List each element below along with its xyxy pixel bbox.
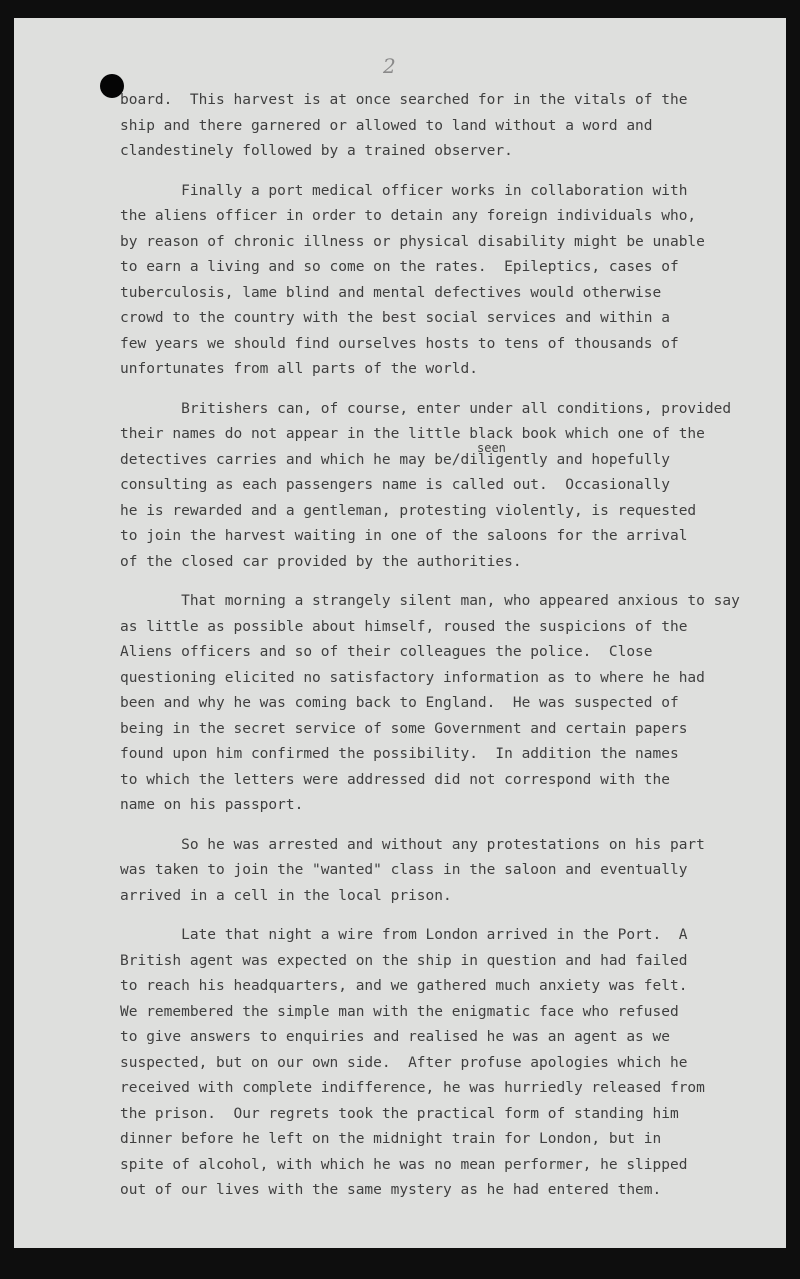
text-line: So he was arrested and without any protestations on his part bbox=[120, 836, 705, 853]
text-line: to which the letters were addressed did not correspond with the bbox=[120, 771, 670, 788]
text-line: Aliens officers and so of their colleagues the police. Close bbox=[120, 644, 653, 660]
text-line: spite of alcohol, with which he was no mean performer, he slipped bbox=[120, 1156, 688, 1173]
text-line: tuberculosis, lame blind and mental defectives would otherwise bbox=[120, 284, 662, 301]
text-line: been and why he was coming back to England. He was suspected of bbox=[120, 695, 679, 711]
text-line: to reach his headquarters, and we gathered much anxiety was felt. bbox=[120, 978, 688, 994]
text-line: found upon him confirmed the possibility. In addition the names bbox=[120, 746, 679, 762]
text-line: to give answers to enquiries and realised he was an agent as we bbox=[120, 1029, 670, 1045]
paragraph-4 bbox=[120, 589, 768, 819]
text-line: as little as possible about himself, roused the suspicions of the bbox=[120, 618, 688, 635]
text-line: detectives carries and which he may be/diligently and hopefully bbox=[120, 451, 670, 468]
paragraph-1 bbox=[120, 88, 768, 165]
text-line: being in the secret service of some Government and certain papers bbox=[120, 720, 688, 737]
text-line: We remembered the simple man with the enigmatic face who refused bbox=[120, 1003, 679, 1020]
text-line: board. This harvest is at once searched for in the vitals of the bbox=[120, 92, 688, 108]
text-line: ship and there garnered or allowed to land without a word and bbox=[120, 117, 653, 134]
text-line: to join the harvest waiting in one of the saloons for the arrival bbox=[120, 528, 688, 544]
text-line: was taken to join the "wanted" class in the saloon and eventually bbox=[120, 862, 688, 878]
text-line: Britishers can, of course, enter under all conditions, provided bbox=[120, 400, 732, 417]
text-line: British agent was expected on the ship in question and had failed bbox=[120, 952, 688, 969]
text-line: dinner before he left on the midnight train for London, but in bbox=[120, 1131, 662, 1147]
text-line: few years we should find ourselves hosts to tens of thousands of bbox=[120, 335, 679, 352]
handwritten-insertion: seen bbox=[477, 440, 506, 455]
text-line: the prison. Our regrets took the practical form of standing him bbox=[120, 1105, 679, 1122]
text-line: questioning elicited no satisfactory information as to where he had bbox=[120, 669, 705, 686]
text-line: received with complete indifference, he was hurriedly released from bbox=[120, 1080, 705, 1096]
paragraph-3 bbox=[120, 397, 768, 576]
text-line: crowd to the country with the best social services and within a bbox=[120, 310, 670, 326]
body-text bbox=[120, 88, 768, 1218]
text-line: Late that night a wire from London arrived in the Port. A bbox=[120, 927, 688, 943]
text-line: clandestinely followed by a trained observer. bbox=[120, 143, 513, 159]
text-line: consulting as each passengers name is called out. Occasionally bbox=[120, 477, 670, 493]
text-line: he is rewarded and a gentleman, protesting violently, is requested bbox=[120, 502, 697, 519]
text-line: by reason of chronic illness or physical disability might be unable bbox=[120, 233, 705, 250]
text-line: That morning a strangely silent man, who appeared anxious to say bbox=[120, 593, 740, 609]
text-line: their names do not appear in the little black book which one of the bbox=[120, 426, 705, 442]
text-line: suspected, but on our own side. After profuse apologies which he bbox=[120, 1054, 688, 1071]
text-line: name on his passport. bbox=[120, 797, 304, 813]
text-line: the aliens officer in order to detain any foreign individuals who, bbox=[120, 208, 697, 224]
text-line: of the closed car provided by the authorities. bbox=[120, 553, 522, 570]
text-line: arrived in a cell in the local prison. bbox=[120, 887, 452, 904]
paragraph-2 bbox=[120, 179, 768, 383]
text-line: out of our lives with the same mystery as he had entered them. bbox=[120, 1182, 662, 1198]
text-line: Finally a port medical officer works in collaboration with bbox=[120, 182, 688, 199]
paragraph-5 bbox=[120, 833, 768, 910]
paragraph-6 bbox=[120, 923, 768, 1204]
text-line: unfortunates from all parts of the world. bbox=[120, 361, 478, 377]
page-number: 2 bbox=[383, 54, 396, 78]
text-line: to earn a living and so come on the rates. Epileptics, cases of bbox=[120, 259, 679, 275]
